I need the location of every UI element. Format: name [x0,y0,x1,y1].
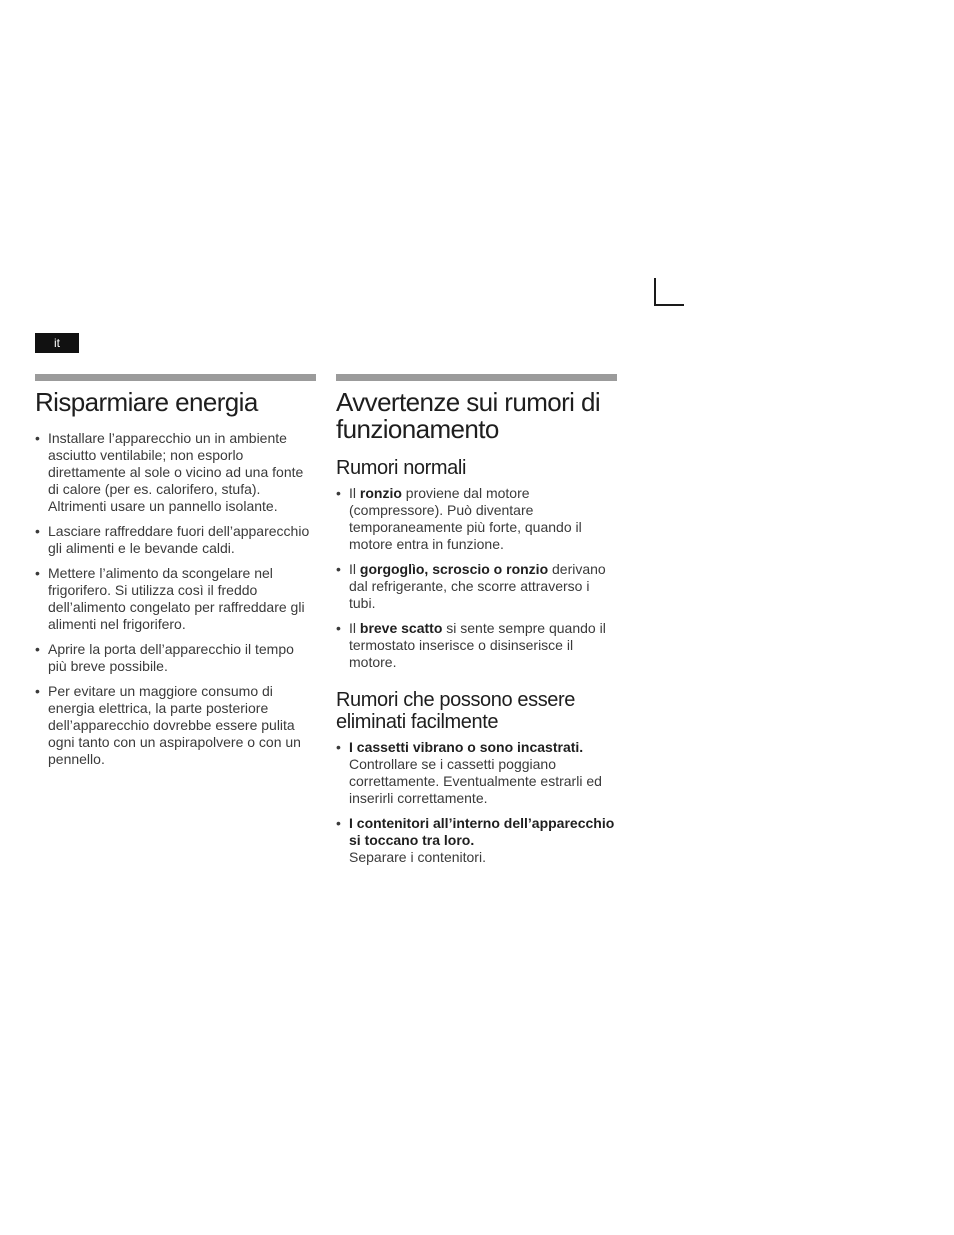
list-item [336,485,617,553]
list-item: • Lasciare raffreddare fuori dell’apparecchio gli alimenti e le bevande caldi. [35,523,316,557]
item-keyword: ronzio [359,485,402,501]
item-text: proviene dal motore (compressore). Può diventare temporaneamente più forte, quando il motore entra in funzione. [349,485,582,552]
item-text: derivano dal refrigerante, che scorre attraverso i tubi. [349,561,606,611]
removable-noise-heading: Rumori che possono essere eliminati facilmente [336,689,576,733]
energy-saving-section [35,374,316,776]
list-item: • Installare l’apparecchio un in ambiente asciutto ventilabile; non esporlo direttamente al sole o vicino ad una fonte di calore (per es. calorifero, stufa). Altrimenti usare un pannello isolante. [35,430,316,515]
section-title: Risparmiare energia [35,387,258,417]
item-prefix: Il [349,620,360,636]
item-text: si sente sempre quando il termostato inserisce o disinserisce il motore. [349,620,606,670]
list-item [336,739,617,807]
item-prefix: Il [349,485,360,501]
item-keyword: breve scatto [359,620,443,636]
list-item: • Mettere l’alimento da scongelare nel frigorifero. Si utilizza così il freddo dell’alimento congelato per raffreddare gli alimenti nel frigorifero. [35,565,316,633]
section-divider [336,374,617,381]
normal-noise-list [336,485,617,671]
section-title: Avvertenze sui rumori di funzionamento [336,387,601,444]
crop-mark-vertical [654,278,656,306]
removable-noise-list [336,739,617,866]
item-text: Separare i contenitori. [349,849,486,865]
language-badge: it [35,333,79,353]
list-item [336,561,617,612]
item-keyword: gorgoglìo, scroscio o ronzio [359,561,549,577]
list-item [336,815,617,866]
normal-noise-heading: Rumori normali [336,457,466,479]
list-item [336,620,617,671]
section-divider [35,374,316,381]
item-keyword: I cassetti vibrano o sono incastrati. [349,739,584,755]
crop-mark-horizontal [654,304,684,306]
item-prefix: Il [349,561,360,577]
list-item: • Aprire la porta dell’apparecchio il tempo più breve possibile. [35,641,316,675]
list-item: • Per evitare un maggiore consumo di energia elettrica, la parte posteriore dell’apparecchio dovrebbe essere pulita ogni tanto con un aspirapolvere o con un pennello. [35,683,316,768]
operating-noise-section [336,374,617,874]
energy-tips-list [35,430,316,768]
item-text: Controllare se i cassetti poggiano correttamente. Eventualmente estrarli ed inserirli correttamente. [349,756,602,806]
item-keyword: I contenitori all’interno dell’apparecchio si toccano tra loro. [349,815,615,848]
